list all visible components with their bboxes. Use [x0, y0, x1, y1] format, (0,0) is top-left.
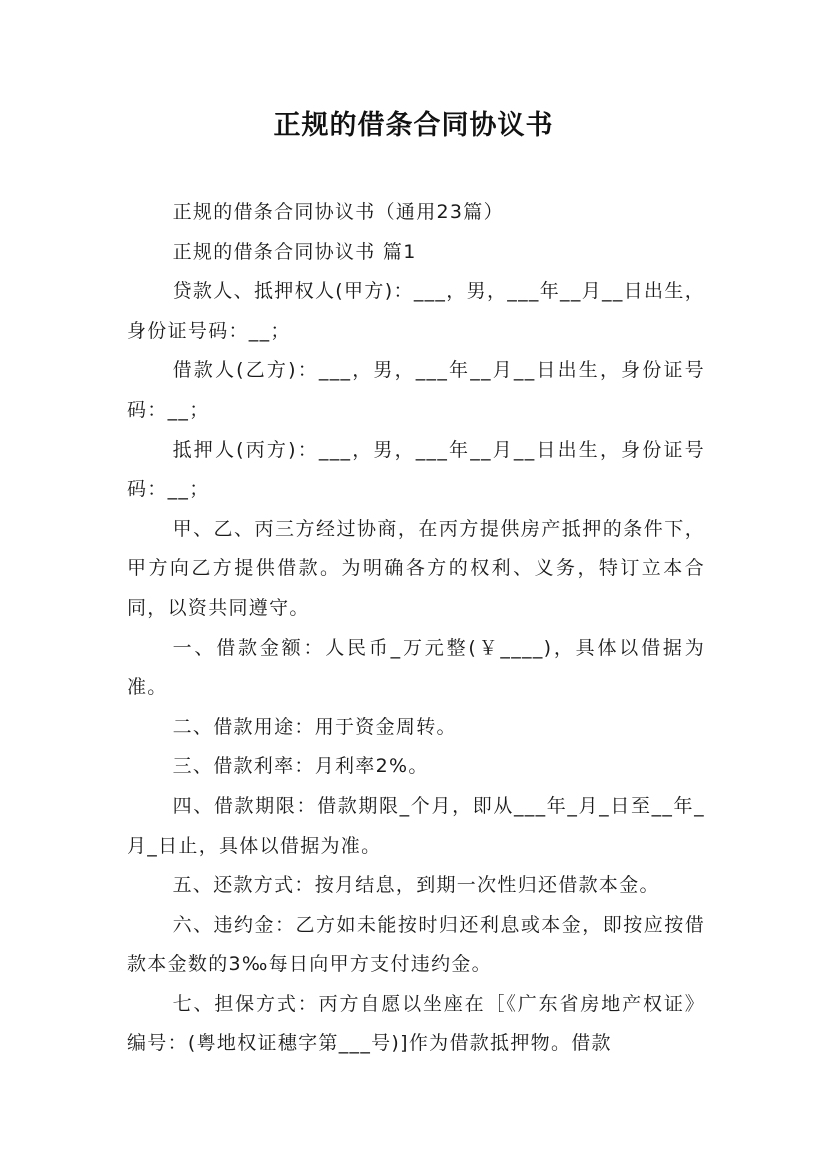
- paragraph-preamble: 甲、乙、丙三方经过协商，在丙方提供房产抵押的条件下，甲方向乙方提供借款。为明确各方的权利、义务，特订立本合同，以资共同遵守。: [127, 517, 705, 619]
- document-title: 正规的借条合同协议书: [273, 110, 554, 141]
- paragraph-heading-collection: 正规的借条合同协议书（通用23篇）: [172, 201, 504, 223]
- clause-purpose: 二、借款用途：用于资金周转。: [172, 715, 457, 738]
- paragraph-heading-part1: 正规的借条合同协议书 篇1: [172, 240, 417, 263]
- paragraph-lender: 贷款人、抵押权人(甲方)：___，男，___年__月__日出生，身份证号码：__；: [127, 280, 705, 342]
- clause-term: 四、借款期限：借款期限_个月，即从___年_月_日至__年_月_日止，具体以借据为准。: [127, 794, 705, 857]
- document-body: [127, 193, 705, 1064]
- paragraph-mortgagor: 抵押人(丙方)：___，男，___年__月__日出生，身份证号码：__；: [127, 438, 705, 501]
- paragraph-borrower: 借款人(乙方)：___，男，___年__月__日出生，身份证号码：__；: [127, 359, 705, 421]
- clause-repayment: 五、还款方式：按月结息，到期一次性归还借款本金。: [172, 874, 660, 897]
- clause-amount: 一、借款金额：人民币_万元整(￥____)，具体以借据为准。: [127, 636, 705, 699]
- clause-penalty: 六、违约金：乙方如未能按时归还利息或本金，即按应按借款本金数的3‰每日向甲方支付违约金。: [127, 913, 705, 976]
- clause-interest-rate: 三、借款利率：月利率2%。: [172, 755, 429, 778]
- clause-guarantee: 七、担保方式：丙方自愿以坐座在［《广东省房地产权证》编号：(粤地权证穗字第___号)]作为借款抵押物。借款: [127, 992, 705, 1055]
